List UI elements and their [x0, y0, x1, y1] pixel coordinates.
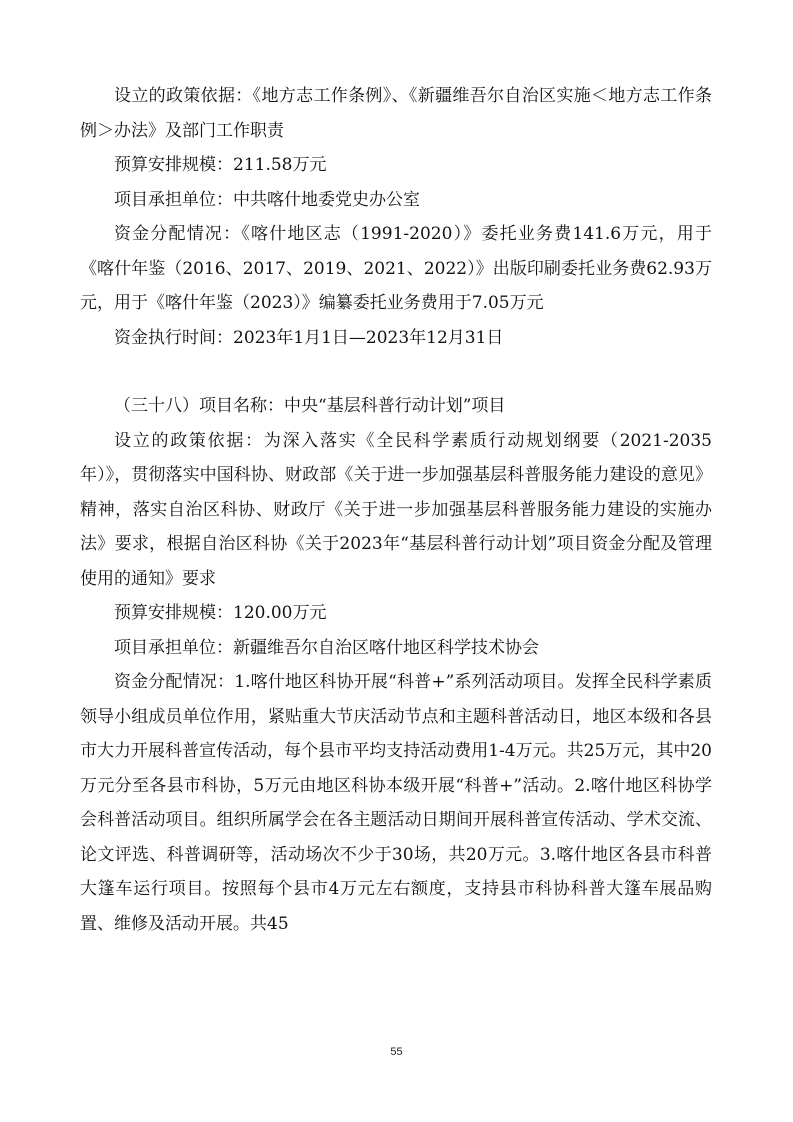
responsible-unit-paragraph: 项目承担单位：新疆维吾尔自治区喀什地区科学技术协会: [114, 637, 539, 658]
budget-scale-paragraph: 预算安排规模：211.58万元: [114, 155, 327, 175]
execution-period-paragraph: 资金执行时间：2023年1月1日—2023年12月31日: [114, 327, 504, 348]
project-title-heading: （三十八）项目名称：中央“基层科普行动计划”项目: [114, 396, 506, 416]
document-body: [80, 79, 712, 941]
project-section-38: [80, 389, 712, 941]
fund-allocation-paragraph: 资金分配情况：1.喀什地区科协开展“科普+”系列活动项目。发挥全民科学素质领导小组成员单位作用，紧贴重大节庆活动节点和主题科普活动日，地区本级和各县市大力开展科普宣传活动，每个县市平均支持活动费用1-4万元。共25万元，其中20万元分至各县市科协，5万元由地区科协本级开展“科普+”活动。2.喀什地区科协学会科普活动项目。组织所属学会在各主题活动日期间开展科普宣传活动、学术交流、论文评选、科普调研等，活动场次不少于30场，共20万元。3.喀什地区各县市科普大篷车运行项目。按照每个县市4万元左右额度，支持县市科协科普大篷车展品购置、维修及活动开展。共45: [80, 672, 712, 934]
budget-scale-paragraph: 预算安排规模：120.00万元: [114, 603, 327, 623]
project-section-previous: [80, 79, 712, 355]
page-number: 55: [390, 1046, 403, 1058]
policy-basis-paragraph: 设立的政策依据：为深入落实《全民科学素质行动规划纲要（2021-2035年）》，贯彻落实中国科协、财政部《关于进一步加强基层科普服务能力建设的意见》精神，落实自治区科协、财政厅《关于进一步加强基层科普服务能力建设的实施办法》要求，根据自治区科协《关于2023年“基层科普行动计划”项目资金分配及管理使用的通知》要求: [80, 430, 712, 589]
responsible-unit-paragraph: 项目承担单位：中共喀什地委党史办公室: [114, 189, 420, 210]
policy-basis-paragraph: 设立的政策依据：《地方志工作条例》、《新疆维吾尔自治区实施＜地方志工作条例＞办法》及部门工作职责: [80, 86, 712, 141]
fund-allocation-paragraph: 资金分配情况：《喀什地区志（1991-2020）》委托业务费141.6万元，用于《喀什年鉴（2016、2017、2019、2021、2022）》出版印刷委托业务费62.93万元，用于《喀什年鉴（2023）》编纂委托业务费用于7.05万元: [80, 224, 712, 313]
